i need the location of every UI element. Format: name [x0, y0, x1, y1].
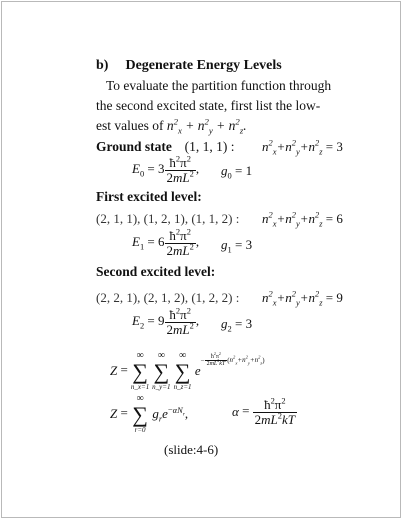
- first-sum: $n^2_x+n^2_y+n^2_z = 6$: [262, 209, 343, 229]
- section-label: b): [96, 58, 109, 73]
- intro-line-3-text: est values of: [96, 118, 164, 133]
- second-degeneracy: $g_2 = 3$: [221, 316, 253, 334]
- intro-line-2: the second excited state, first list the low-: [96, 98, 321, 113]
- ground-energy: $E_0 = 3$ $\frac{ħ^2\pi^2}{2mL^2}$ ,: [132, 153, 200, 185]
- section-title: Degenerate Energy Levels: [125, 58, 282, 73]
- sum-nx: ∞ ∑ n_x=1: [130, 350, 150, 391]
- first-degeneracy-value: 3: [245, 237, 253, 252]
- second-excited-label: Second excited level:: [96, 264, 216, 279]
- ground-sum: $n^2_x+n^2_y+n^2_z = 3$: [262, 137, 343, 157]
- second-energy: $E_2 = 9$ $\frac{ħ^2\pi^2}{2mL^2}$ ,: [132, 305, 200, 337]
- section-heading: [96, 58, 282, 74]
- sum-nz: ∞ ∑ n_z=1: [173, 350, 192, 391]
- first-excited-tuples: (2, 1, 1), (1, 2, 1), (1, 1, 2) :: [96, 211, 240, 226]
- first-energy: $E_1 = 6$ $\frac{ħ^2\pi^2}{2mL^2}$ ,: [132, 226, 200, 258]
- first-energy-coeff: 6: [158, 234, 165, 250]
- first-excited-label: First excited level:: [96, 189, 202, 204]
- first-sum-value: 6: [336, 211, 343, 226]
- ground-degeneracy: $g_0 = 1$: [221, 163, 253, 181]
- partition-triple-sum: Z = ∞ ∑ n_x=1 ∞ ∑ n_y=1 ∞ ∑ n_z=1 e− $\frac{ħ^2\pi^2}{2mL^2kT}$ $(n^2_x+n^2_y+n^2_z)$: [110, 350, 265, 391]
- exponent: − $\frac{ħ^2\pi^2}{2mL^2kT}$ $(n^2_x+n^2_y+n^2_z)$: [200, 352, 265, 368]
- second-excited-tuples: (2, 2, 1), (2, 1, 2), (1, 2, 2) :: [96, 290, 240, 305]
- intro-formula: $n^2_x + n^2_y + n^2_z$.: [166, 116, 247, 136]
- ground-degeneracy-value: 1: [245, 163, 253, 178]
- ground-state-tuple: (1, 1, 1) :: [184, 139, 235, 154]
- intro-line-3: [96, 118, 247, 134]
- ground-state-label: Ground state: [96, 139, 172, 154]
- first-degeneracy: $g_1 = 3$: [221, 237, 253, 255]
- ground-sum-value: 3: [336, 139, 343, 154]
- slide-caption: (slide:4-6): [164, 442, 219, 457]
- ground-state-line: [96, 139, 235, 155]
- second-sum-value: 9: [336, 290, 343, 305]
- intro-line-1: To evaluate the partition function through: [106, 78, 332, 93]
- second-degeneracy-value: 3: [245, 316, 253, 331]
- sum-r: ∞ ∑ r=0: [132, 393, 148, 434]
- second-sum: $n^2_x+n^2_y+n^2_z = 9$: [262, 288, 343, 308]
- ground-energy-coeff: 3: [158, 161, 165, 177]
- partition-level-sum: Z = ∞ ∑ r=0 $g_re^{-\alpha N_r}$,: [110, 393, 189, 434]
- sum-ny: ∞ ∑ n_y=1: [152, 350, 171, 391]
- alpha-definition: α = $\frac{ħ^2\pi^2}{2mL^2kT}$: [232, 395, 296, 427]
- second-energy-coeff: 9: [158, 313, 165, 329]
